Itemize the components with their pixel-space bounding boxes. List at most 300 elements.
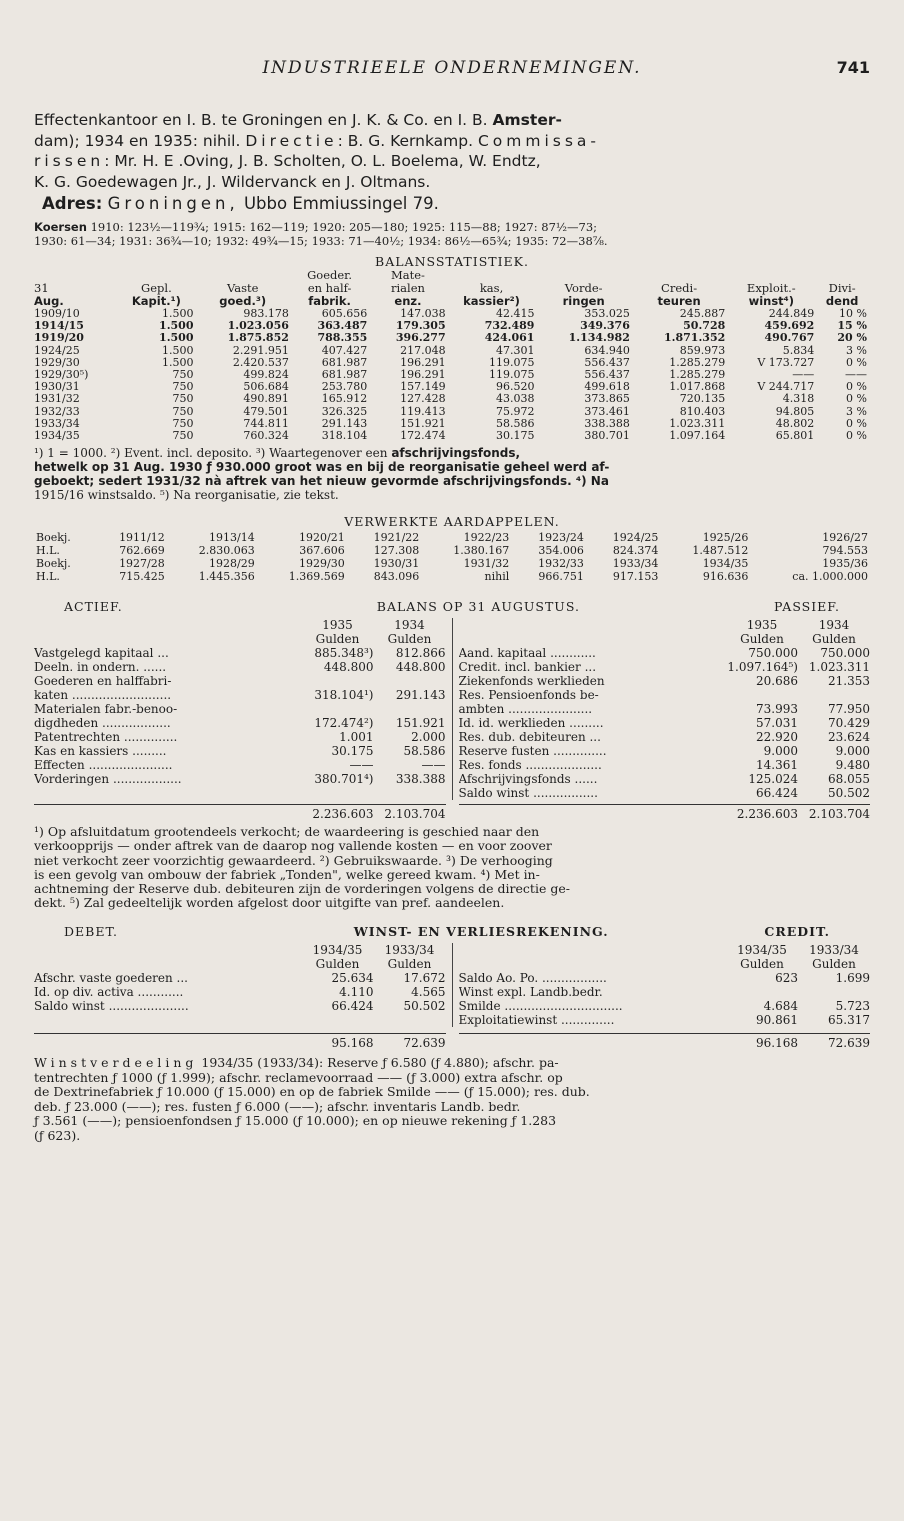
wv-debet — [34, 943, 446, 1027]
ledger-row — [34, 646, 446, 660]
aardappelen-cell: 1927/28 — [119, 557, 165, 571]
stat-cell: 1.871.352 — [664, 331, 726, 345]
total-value: 72.639 — [374, 1034, 446, 1051]
stat-cell: 1.017.868 — [669, 380, 726, 394]
ledger-label: Smilde ............................... — [458, 999, 623, 1014]
stat-cell: 1924/25 — [34, 343, 80, 357]
total-value: 2.236.603 — [302, 805, 374, 822]
stat-header-cell: goed.³) — [219, 294, 267, 308]
aardappelen-cell: 1.445.356 — [198, 570, 255, 584]
stat-header-cell: Credi- — [661, 281, 698, 295]
stat-cell: 326.325 — [321, 404, 368, 418]
stat-cell: 47.301 — [495, 343, 535, 357]
stat-header-cell: Goeder. — [307, 268, 353, 282]
stat-row — [34, 369, 870, 381]
aardappelen-cell: 354.006 — [538, 544, 584, 558]
ledger-row — [459, 674, 871, 688]
stat-cell: 750 — [172, 380, 194, 394]
ledger-label: Saldo winst ..................... — [34, 999, 189, 1014]
wv-line: ƒ 3.561 (——); pensioenfondsen ƒ 15.000 (ƒ 10.000); en op nieuwe rekening ƒ 1.283 — [34, 1113, 557, 1129]
ledger-row — [34, 999, 446, 1013]
stat-cell: 43.038 — [495, 392, 535, 406]
stat-cell: 363.487 — [317, 319, 368, 333]
ledger-value — [798, 688, 870, 702]
stat-header-cell: ringen — [562, 294, 605, 308]
ledger-value: 812.866 — [395, 646, 446, 661]
ledger-value: 58.586 — [403, 744, 446, 759]
year-head: 1935 — [746, 618, 778, 633]
balans-totals — [34, 804, 870, 821]
stat-cell: 750 — [172, 429, 194, 443]
ledger-value: 70.429 — [828, 716, 870, 731]
ledger-label: Credit. incl. bankier ... — [458, 660, 597, 675]
ledger-value: 23.624 — [828, 730, 870, 745]
stat-cell: 1934/35 — [34, 429, 80, 443]
ledger-row — [34, 985, 446, 999]
aardappelen-row — [34, 531, 870, 544]
ledger-value: 4.110 — [339, 985, 374, 1000]
stat-cell: 681.987 — [321, 368, 368, 382]
stat-cell: 1914/15 — [34, 319, 84, 333]
koersen — [34, 220, 870, 248]
ledger-row — [34, 744, 446, 758]
stat-cell: 506.684 — [243, 380, 289, 394]
stat-cell: 750 — [172, 404, 194, 418]
ledger-value: 750.000 — [748, 646, 798, 661]
stat-cell: 0 % — [846, 392, 867, 406]
unit-head: Gulden — [812, 957, 856, 972]
intro-line: dam); 1934 en 1935: nihil. — [34, 131, 241, 150]
ledger-value: 380.701⁴) — [314, 772, 374, 787]
stat-cell: V 244.717 — [757, 380, 815, 394]
ledger-value: 1.097.164⁵) — [727, 660, 798, 675]
ledger-value: 448.800 — [395, 660, 446, 675]
stat-cell: 1.023.056 — [227, 319, 289, 333]
stat-cell: 3 % — [846, 404, 867, 418]
balansstatistiek-title: BALANSSTATISTIEK. — [375, 254, 529, 269]
ledger-row — [459, 758, 871, 772]
balansstatistiek-table — [34, 269, 870, 442]
credit-label: CREDIT. — [764, 924, 830, 940]
ledger-value: 66.424 — [756, 786, 798, 801]
ledger-value: 318.104¹) — [314, 688, 374, 703]
year-head: 1934/35 — [312, 943, 363, 958]
aardappelen-cell: 1921/22 — [373, 531, 420, 545]
ledger-row — [34, 971, 446, 985]
address-city: Groningen, — [107, 194, 239, 213]
aardappelen-cell: 1926/27 — [822, 531, 868, 545]
stat-cell: 1.134.982 — [568, 331, 630, 345]
ledger-label: Afschrijvingsfonds ...... — [458, 772, 598, 787]
stat-cell: 196.291 — [400, 355, 446, 369]
stat-cell: 75.972 — [495, 404, 535, 418]
ledger-value: 623 — [775, 971, 798, 986]
stat-row — [34, 418, 870, 430]
ledger-value: 65.317 — [828, 1013, 870, 1028]
stat-cell: 10 % — [839, 307, 867, 320]
ledger-label: Reserve fusten .............. — [458, 744, 607, 759]
footnote-bold: afschrijvingsfonds, — [391, 446, 521, 461]
ledger-label: Saldo winst ................. — [458, 786, 598, 801]
ledger-value: 22.920 — [756, 730, 798, 745]
actief-label: ACTIEF. — [64, 599, 123, 615]
stat-header-cell: Divi- — [828, 281, 856, 295]
koersen-line: 1930: 61—34; 1931: 36¾—10; 1932: 49¾—15; 1933: 71—40½; 1934: 86½—65¾; 1935: 72—38⅞. — [34, 234, 608, 248]
stat-header-cell: Kapit.¹) — [131, 294, 181, 308]
stat-cell: 605.656 — [321, 307, 368, 320]
ledger-label: Vorderingen .................. — [34, 772, 182, 787]
stat-cell: 1931/32 — [34, 392, 80, 406]
ledger-value: 291.143 — [395, 688, 446, 703]
stat-cell: 0 % — [846, 355, 867, 369]
stat-cell: 750 — [172, 368, 194, 382]
year-head: 1934/35 — [737, 943, 787, 958]
ledger-value: 4.565 — [411, 985, 446, 1000]
ledger-value: 68.055 — [828, 772, 870, 787]
address-street: Ubbo Emmiussingel 79. — [243, 194, 439, 213]
ledger-value: —— — [421, 758, 446, 773]
ledger-label: Res. fonds .................... — [458, 758, 602, 773]
total-value: 2.103.704 — [798, 805, 870, 822]
stat-cell: 65.801 — [775, 429, 815, 443]
stat-cell: 349.376 — [580, 319, 630, 333]
ledger-value: 14.361 — [756, 758, 798, 773]
aardappelen-table — [34, 531, 870, 583]
stat-cell: 253.780 — [321, 380, 368, 394]
stat-cell: 1.500 — [159, 319, 194, 333]
footnote-line: verkoopprijs — onder aftrek van de daarop nog vallende kosten — en voor zoover — [34, 838, 552, 854]
stat-cell: 1.285.279 — [669, 355, 726, 369]
stat-cell: 2.420.537 — [232, 355, 289, 369]
aardappelen-cell: 715.425 — [119, 570, 165, 584]
commissarissen-label: Commissa- — [477, 131, 601, 150]
ledger-label: katen .......................... — [34, 688, 172, 703]
stat-header-cell: fabrik. — [308, 294, 351, 308]
aardappelen-cell: 1.487.512 — [692, 544, 749, 558]
stat-cell: 2.291.951 — [232, 343, 289, 357]
ledger-value: 57.031 — [756, 716, 798, 731]
stat-cell: 50.728 — [683, 319, 726, 333]
aardappelen-cell: 1925/26 — [702, 531, 749, 545]
stat-cell: 58.586 — [495, 416, 535, 430]
ledger-value: 172.474²) — [314, 716, 374, 731]
stat-cell: 479.501 — [243, 404, 289, 418]
aardappelen-title: VERWERKTE AARDAPPELEN. — [344, 514, 560, 530]
balans-header — [34, 599, 870, 614]
aardappelen-cell: 1933/34 — [612, 557, 659, 571]
stat-cell: 424.061 — [484, 331, 535, 345]
stat-cell: 196.291 — [400, 368, 446, 382]
stat-cell: 859.973 — [679, 343, 726, 357]
stat-cell: 96.520 — [495, 380, 535, 394]
intro-line: : Mr. H. E .Oving, J. B. Scholten, O. L. Boelema, W. Endtz, — [104, 152, 541, 170]
stat-header-cell: Gepl. — [141, 281, 172, 295]
ledger-row — [459, 660, 871, 674]
intro-line: Effectenkantoor en I. B. te Groningen en J. K. & Co. en I. B. — [34, 111, 488, 129]
stat-cell: 490.891 — [243, 392, 289, 406]
wv-line: (ƒ 623). — [34, 1127, 81, 1143]
aardappelen-cell: 1934/35 — [702, 557, 749, 571]
ledger-label: Materialen fabr.-benoo- — [34, 702, 178, 717]
stat-cell: 499.618 — [584, 380, 630, 394]
stat-cell: 380.701 — [584, 429, 630, 443]
stat-cell: 0 % — [846, 416, 867, 430]
stat-header-cell: rialen — [390, 281, 425, 295]
unit-head: Gulden — [740, 632, 784, 647]
stat-cell: 556.437 — [584, 355, 630, 369]
ledger-value: 338.388 — [395, 772, 446, 787]
ledger-row — [34, 660, 446, 674]
stat-cell: 217.048 — [400, 343, 446, 357]
unit-head: Gulden — [387, 632, 432, 647]
aardappelen-cell: 1931/32 — [463, 557, 510, 571]
ledger-value — [726, 985, 798, 999]
stat-cell: 3 % — [846, 343, 867, 357]
document-page — [34, 58, 870, 1143]
ledger-value: 9.000 — [763, 744, 798, 759]
total-value: 72.639 — [798, 1034, 870, 1051]
stat-cell: 0 % — [846, 380, 867, 394]
stat-header-row — [34, 295, 870, 308]
ledger-row — [459, 772, 871, 786]
ledger-value: 77.950 — [828, 702, 870, 717]
passief-label: PASSIEF. — [774, 599, 840, 615]
stat-header-cell: Mate- — [390, 268, 425, 282]
ledger-value: 151.921 — [395, 716, 446, 731]
balans-title: BALANS OP 31 AUGUSTUS. — [376, 599, 580, 615]
stat-header-cell: kas, — [479, 281, 504, 295]
aardappelen-cell: 1.380.167 — [453, 544, 510, 558]
ledger-row — [34, 730, 446, 744]
ledger-row — [459, 1013, 871, 1027]
aardappelen-cell: Boekj. — [36, 557, 71, 571]
ledger-value: 1.023.311 — [808, 660, 870, 675]
stat-row — [34, 393, 870, 405]
stat-row — [34, 406, 870, 418]
aardappelen-cell: 794.553 — [822, 544, 868, 558]
footnotes-balans — [34, 825, 870, 910]
wv-line: tentrechten ƒ 1000 (ƒ 1.999); afschr. reclamevoorraad —— (ƒ 3.000) extra afschr. op — [34, 1069, 563, 1085]
ledger-value: 50.502 — [403, 999, 446, 1014]
stat-cell: 1933/34 — [34, 416, 80, 430]
ledger-row — [459, 646, 871, 660]
stat-cell: 373.865 — [584, 392, 630, 406]
ledger-label: Ziekenfonds werklieden — [458, 674, 605, 689]
ledger-row — [459, 744, 871, 758]
ledger-label: Id. id. werklieden ......... — [458, 716, 604, 731]
stat-cell: 48.802 — [775, 416, 815, 430]
balans-passief — [459, 618, 871, 800]
koersen-line: 1910: 123½—119¾; 1915: 162—119; 1920: 205—180; 1925: 115—88; 1927: 87½—73; — [90, 220, 598, 234]
stat-header-cell: teuren — [657, 294, 701, 308]
stat-cell: 1929/30 — [34, 355, 80, 369]
year-head: 1935 — [322, 618, 353, 633]
stat-cell: 788.355 — [317, 331, 368, 345]
aardappelen-cell: 762.669 — [119, 544, 165, 558]
intro-line: K. G. Goedewagen Jr., J. Wildervanck en J. Oltmans. — [34, 172, 431, 191]
aardappelen-cell: 1924/25 — [612, 531, 659, 545]
stat-header-cell: Vorde- — [564, 281, 603, 295]
stat-cell: 4.318 — [782, 392, 815, 406]
company-intro — [34, 110, 870, 192]
aardappelen-cell: 367.606 — [299, 544, 345, 558]
year-head: 1934 — [818, 618, 850, 633]
stat-cell: 1.285.279 — [669, 368, 726, 382]
footnotes-statistiek — [34, 446, 870, 502]
balans-divider — [452, 618, 453, 800]
stat-cell: 119.075 — [488, 368, 535, 382]
stat-cell: 127.428 — [400, 392, 446, 406]
stat-cell: 353.025 — [584, 307, 630, 320]
stat-cell: 291.143 — [321, 416, 368, 430]
ledger-value: 21.353 — [828, 674, 870, 689]
commissarissen-label: rissen — [34, 152, 105, 170]
stat-cell: 318.104 — [321, 429, 368, 443]
stat-cell: 490.767 — [764, 331, 815, 345]
stat-cell: 1.500 — [162, 343, 194, 357]
ledger-value: 2.000 — [411, 730, 446, 745]
footnote-line: 1915/16 winstsaldo. ⁵) Na reorganisatie, zie tekst. — [34, 488, 339, 503]
unit-head: Gulden — [387, 957, 432, 972]
ledger-row — [459, 786, 871, 800]
wv-line: de Dextrinefabriek ƒ 10.000 (ƒ 15.000) en op de fabriek Smilde —— (ƒ 15.000); res. dub. — [34, 1084, 590, 1100]
aardappelen-cell: ca. 1.000.000 — [792, 570, 868, 584]
aardappelen-cell: 916.636 — [702, 570, 749, 584]
ledger-value: 66.424 — [331, 999, 374, 1014]
intro-line: : B. G. Kernkamp. — [337, 131, 474, 150]
aardappelen-cell: 1922/23 — [463, 531, 510, 545]
ledger-value: 448.800 — [323, 660, 374, 675]
stat-header-cell: 31 — [34, 281, 49, 295]
ledger-label: Res. dub. debiteuren ... — [458, 730, 601, 745]
stat-row — [34, 381, 870, 393]
aardappelen-row — [34, 557, 870, 570]
ledger-label: Afschr. vaste goederen ... — [34, 971, 188, 986]
ledger-value: 125.024 — [748, 772, 798, 787]
year-head: 1934 — [394, 618, 425, 633]
stat-header-cell: Exploit.- — [746, 281, 796, 295]
aardappelen-cell: 127.308 — [373, 544, 420, 558]
footnote-line: achtneming der Reserve dub. debiteuren zijn de vorderingen volgens de directie ge- — [34, 881, 570, 897]
unit-head: Gulden — [812, 632, 856, 647]
aardappelen-cell: 1920/21 — [299, 531, 345, 545]
stat-cell: —— — [845, 368, 867, 382]
stat-cell: 1.500 — [159, 331, 194, 345]
footnote-line: hetwelk op 31 Aug. 1930 ƒ 930.000 groot was en bij de reorganisatie geheel — [34, 460, 550, 475]
wv-totals — [34, 1033, 870, 1050]
stat-cell: 732.489 — [484, 319, 535, 333]
aardappelen-cell: H.L. — [36, 570, 60, 584]
stat-cell: 147.038 — [400, 307, 446, 320]
ledger-label: digdheden .................. — [34, 716, 171, 731]
footnote-line: ¹) Op afsluitdatum grootendeels verkocht; de waardeering is geschied naar den — [34, 824, 540, 840]
wv-line: 1934/35 (1933/34): Reserve ƒ 6.580 (ƒ 4.880); afschr. pa- — [201, 1055, 559, 1071]
ledger-row — [34, 688, 446, 702]
total-value: 2.236.603 — [726, 805, 798, 822]
wv-title: WINST- EN VERLIESREKENING. — [353, 924, 609, 940]
stat-cell: 681.987 — [321, 355, 368, 369]
wv-header — [34, 924, 870, 939]
ledger-value: 885.348³) — [314, 646, 374, 661]
wv-divider — [452, 943, 453, 1027]
ledger-label: Winst expl. Landb.bedr. — [458, 985, 603, 1000]
footnote-line: dekt. ⁵) Zal gedeeltelijk worden afgelost door uitgifte van pref. aandeelen. — [34, 895, 505, 911]
ledger-label: Vastgelegd kapitaal ... — [34, 646, 169, 661]
stat-cell: —— — [792, 368, 815, 382]
stat-cell: 94.805 — [775, 404, 815, 418]
debet-label: DEBET. — [64, 924, 118, 940]
stat-header-cell: winst⁴) — [748, 294, 794, 308]
ledger-value: 4.684 — [763, 999, 798, 1014]
aardappelen-cell: 917.153 — [612, 570, 659, 584]
stat-header-cell: en half- — [307, 281, 352, 295]
stat-cell: 119.075 — [488, 355, 535, 369]
ledger-label: Patentrechten .............. — [34, 730, 178, 745]
stat-header-cell: dend — [825, 294, 859, 308]
footnote-line: ¹) 1 = 1000. ²) Event. incl. deposito. ³) Waartegenover een — [34, 446, 388, 461]
ledger-row — [459, 971, 871, 985]
stat-cell: 1909/10 — [34, 307, 80, 320]
ledger-label: Res. Pensioenfonds be- — [458, 688, 599, 703]
stat-cell: 165.912 — [321, 392, 368, 406]
aardappelen-cell: 1923/24 — [538, 531, 584, 545]
stat-cell: 810.403 — [679, 404, 726, 418]
stat-cell: 157.149 — [400, 380, 446, 394]
stat-cell: 634.940 — [584, 343, 630, 357]
ledger-value: 9.000 — [835, 744, 870, 759]
year-head: 1933/34 — [384, 943, 435, 958]
ledger-value — [302, 674, 374, 688]
stat-cell: 396.277 — [395, 331, 446, 345]
stat-cell: 373.461 — [584, 404, 630, 418]
aardappelen-cell: 1930/31 — [373, 557, 420, 571]
stat-cell: 1.500 — [162, 307, 194, 320]
ledger-value — [726, 688, 798, 702]
year-head: 1933/34 — [809, 943, 859, 958]
aardappelen-cell: 1.369.569 — [288, 570, 345, 584]
ledger-value: 30.175 — [331, 744, 374, 759]
ledger-label: Aand. kapitaal ............ — [458, 646, 596, 661]
ledger-label: Goederen en halffabri- — [34, 674, 172, 689]
footnote-bold: werd af- — [553, 460, 610, 475]
aardappelen-cell: 824.374 — [612, 544, 659, 558]
balans-actief — [34, 618, 446, 800]
ledger-value: 90.861 — [756, 1013, 798, 1028]
stat-cell: 407.427 — [321, 343, 368, 357]
stat-cell: 151.921 — [400, 416, 446, 430]
stat-cell: 556.437 — [584, 368, 630, 382]
aardappelen-cell: Boekj. — [36, 531, 71, 545]
ledger-value — [302, 702, 374, 716]
stat-cell: 720.135 — [679, 392, 726, 406]
stat-cell: 1929/30⁵) — [34, 368, 89, 382]
winstverdeeling-label: Winstverdeeling — [34, 1055, 198, 1071]
aardappelen-cell: 1911/12 — [119, 531, 165, 545]
ledger-row — [459, 999, 871, 1013]
wv-credit — [459, 943, 871, 1027]
stat-cell: 750 — [172, 392, 194, 406]
stat-cell: 338.388 — [584, 416, 630, 430]
stat-cell: 1932/33 — [34, 404, 80, 418]
running-head-title: INDUSTRIEELE ONDERNEMINGEN. — [262, 58, 642, 78]
stat-cell: 119.413 — [400, 404, 446, 418]
aardappelen-cell: 843.096 — [373, 570, 420, 584]
aardappelen-cell: 1932/33 — [538, 557, 584, 571]
aardappelen-row — [34, 544, 870, 557]
ledger-value: 73.993 — [756, 702, 798, 717]
stat-cell: 244.849 — [768, 307, 815, 320]
wv — [34, 943, 870, 1027]
